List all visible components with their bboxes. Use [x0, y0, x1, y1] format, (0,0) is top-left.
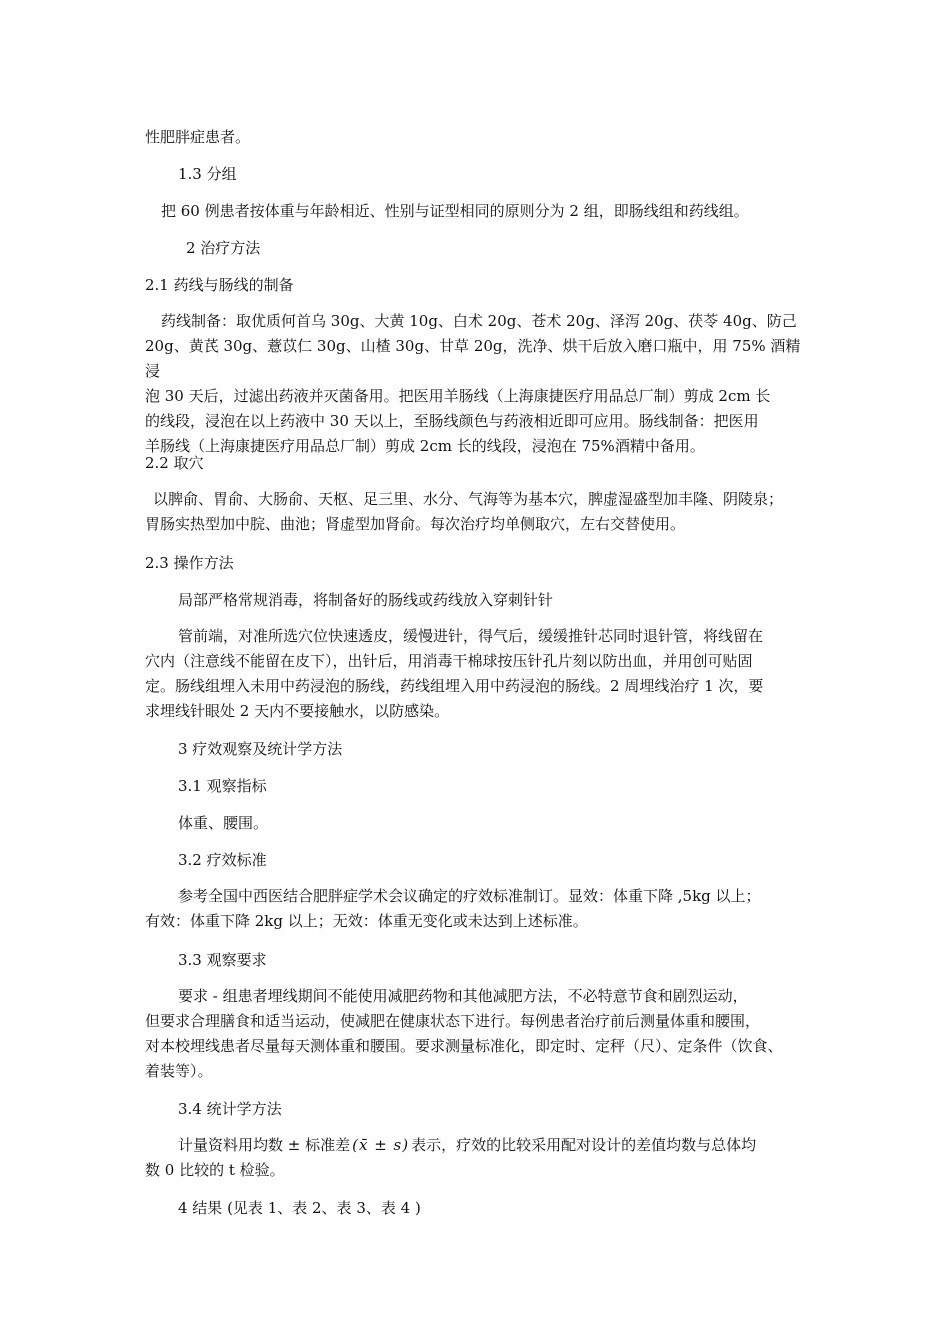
paragraph-line: 有效：体重下降 2kg 以上；无效：体重无变化或未达到上述标准。 — [145, 912, 588, 930]
paragraph-line: 定。肠线组埋入未用中药浸泡的肠线，药线组埋入用中药浸泡的肠线。2 周埋线治疗 1 次，要 — [145, 677, 764, 695]
text-line: 体重、腰围。 — [178, 814, 269, 832]
text-line: 局部严格常规消毒，将制备好的肠线或药线放入穿刺针针 — [178, 591, 554, 609]
section-heading-3-3: 3.3 观察要求 — [178, 951, 267, 969]
paragraph-criteria — [145, 884, 813, 934]
text-span: 表示，疗效的比较采用配对设计的差值均数与总体均 — [411, 1136, 757, 1154]
paragraph-line: 的线段，浸泡在以上药液中 30 天以上，至肠线颜色与药液相近即可应用。肠线制备：把医用 — [145, 412, 759, 430]
paragraph-line: 管前端，对准所选穴位快速透皮，缓慢进针，得气后，缓缓推针芯同时退针管，将线留在 — [178, 627, 764, 645]
section-heading-2-2: 2.2 取穴 — [145, 454, 204, 472]
paragraph-line: 着装等）。 — [145, 1062, 213, 1080]
paragraph-line: 穴内（注意线不能留在皮下），出针后，用消毒干棉球按压针孔片刻以防出血，并用创可贴固 — [145, 652, 753, 670]
paragraph-line: 药线制备：取优质何首乌 30g、大黄 10g、白术 20g、苍术 20g、泽泻 20g、茯苓 40g、防己 — [161, 312, 797, 330]
paragraph-grouping: 把 60 例患者按体重与年龄相近、性别与证型相同的原则分为 2 组，即肠线组和药线组。 — [161, 202, 749, 220]
paragraph-line: 泡 30 天后，过滤出药液并灭菌备用。把医用羊肠线（上海康捷医疗用品总厂制）剪成 2cm 长 — [145, 387, 771, 405]
section-heading-3-2: 3.2 疗效标准 — [178, 851, 267, 869]
mean-sd-formula: (x̄ ± s) — [352, 1136, 410, 1154]
section-heading-3-4: 3.4 统计学方法 — [178, 1100, 282, 1118]
paragraph-line: 胃肠实热型加中脘、曲池；肾虚型加肾俞。每次治疗均单侧取穴，左右交替使用。 — [145, 515, 686, 533]
section-heading-3: 3 疗效观察及统计学方法 — [178, 740, 343, 758]
text-line: 性肥胖症患者。 — [145, 128, 251, 146]
section-heading-2-3: 2.3 操作方法 — [145, 554, 234, 572]
paragraph-requirements — [145, 984, 813, 1084]
paragraph-line: 求埋线针眼处 2 天内不要接触水，以防感染。 — [145, 702, 450, 720]
section-heading-2-1: 2.1 药线与肠线的制备 — [145, 276, 294, 294]
section-heading-2: 2 治疗方法 — [186, 239, 261, 257]
paragraph-line: 但要求合理膳食和适当运动，使减肥在健康状态下进行。每例患者治疗前后测量体重和腰围， — [145, 1012, 761, 1030]
paragraph-line: 对本校埋线患者尽量每天测体重和腰围。要求测量标准化，即定时、定秤（尺）、定条件（饮食、 — [145, 1037, 783, 1055]
paragraph-statistics — [145, 1133, 813, 1183]
paragraph-operation — [145, 624, 813, 724]
paragraph-line: 参考全国中西医结合肥胖症学术会议确定的疗效标准制订。显效：体重下降 ,5kg 以上； — [178, 887, 761, 905]
paragraph-line: 以脾俞、胃俞、大肠俞、天枢、足三里、水分、气海等为基本穴，脾虚湿盛型加丰隆、阴陵泉； — [153, 490, 784, 508]
section-heading-4: 4 结果 (见表 1、表 2、表 3、表 4 ) — [178, 1199, 421, 1217]
paragraph-acupoints — [145, 487, 813, 537]
paragraph-line: 要求 - 组患者埋线期间不能使用减肥药物和其他减肥方法，不必特意节食和剧烈运动， — [178, 987, 748, 1005]
paragraph-preparation — [145, 309, 813, 459]
paragraph-line: 数 0 比较的 t 检验。 — [145, 1161, 285, 1179]
section-heading-1-3: 1.3 分组 — [178, 165, 237, 183]
text-span: 计量资料用均数 ± 标准差 — [178, 1136, 351, 1154]
section-heading-3-1: 3.1 观察指标 — [178, 777, 267, 795]
paragraph-line — [145, 1133, 813, 1158]
paragraph-line: 羊肠线（上海康捷医疗用品总厂制）剪成 2cm 长的线段，浸泡在 75%酒精中备用。 — [145, 437, 705, 455]
paragraph-line: 20g、黄芪 30g、薏苡仁 30g、山楂 30g、甘草 20g，洗净、烘干后放入磨口瓶中，用 75% 酒精浸 — [145, 337, 801, 380]
